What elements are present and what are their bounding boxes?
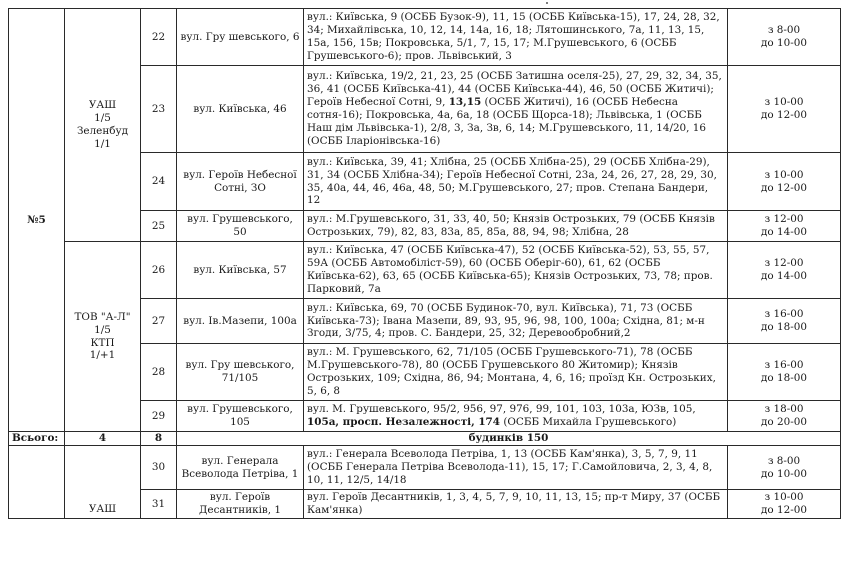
address-list: вул.: Київська, 9 (ОСББ Бузок-9), 11, 15 (ОСББ Київська-15), 17, 24, 28, 32, 34; Михайлівська, 10, 12, 14, 14а, 16, 18; Лятошинського, 7а, 11, 13, 15, 15а, 156, 15в; Покровська, 5/1, 7, 15, 17; М.Грушевського, 6 (ОСББ Грушевського-6); пров. Львівський, 3 bbox=[304, 9, 728, 66]
total-buildings: будинків 150 bbox=[177, 432, 841, 446]
time-to: до 12-00 bbox=[761, 504, 807, 516]
dso-cell bbox=[65, 446, 141, 519]
time-to: до 10-00 bbox=[761, 467, 807, 480]
time-from: з 8-00 bbox=[767, 454, 801, 467]
substation-street: вул. Грушевського, 105 bbox=[177, 401, 304, 432]
substation-street: вул. Героїв Десантників, 1 bbox=[177, 490, 304, 519]
address-bold: 105а, просп. Незалежності, 174 bbox=[307, 416, 501, 428]
time-from: з 12-00 bbox=[764, 213, 804, 226]
scan-speck bbox=[546, 2, 548, 4]
table-row bbox=[9, 9, 841, 66]
row-number: 30 bbox=[141, 446, 177, 490]
dso-line: УАШ bbox=[88, 503, 117, 516]
row-number: 23 bbox=[141, 66, 177, 153]
time-from: з 8-00 bbox=[767, 24, 801, 37]
dso-line: 1/5 bbox=[94, 112, 111, 125]
address-list bbox=[304, 401, 728, 432]
time-cell bbox=[728, 153, 841, 211]
table-row bbox=[9, 242, 841, 299]
row-number: 27 bbox=[141, 299, 177, 344]
time-cell bbox=[728, 446, 841, 490]
address-text: вул. М. Грушевського, 95/2, 956, 97, 976, 99, 101, 103, 103а, ЮЗв, 105, bbox=[307, 403, 696, 416]
dso-line: УАШ bbox=[88, 99, 117, 112]
total-row bbox=[9, 432, 841, 446]
dso-cell bbox=[65, 9, 141, 242]
row-number: 25 bbox=[141, 211, 177, 242]
time-to: до 18-00 bbox=[761, 372, 807, 384]
total-count: 8 bbox=[141, 432, 177, 446]
address-text-after: (ОСББ Михайла Грушевського) bbox=[500, 416, 677, 428]
outage-schedule-table bbox=[8, 8, 841, 519]
time-from: з 18-00 bbox=[764, 403, 804, 416]
time-from: з 16-00 bbox=[764, 359, 804, 372]
dso-line: КТП bbox=[90, 336, 115, 349]
time-to: до 14-00 bbox=[761, 270, 807, 282]
time-to: до 18-00 bbox=[761, 321, 807, 333]
substation-street: вул. Київська, 46 bbox=[177, 66, 304, 153]
time-to: до 14-00 bbox=[761, 226, 807, 238]
time-from: з 10-00 bbox=[764, 491, 804, 504]
row-number: 26 bbox=[141, 242, 177, 299]
queue-number: №5 bbox=[27, 213, 46, 226]
address-list: вул.: Київська, 69, 70 (ОСББ Будинок-70, вул. Київська), 71, 73 (ОСББ Київська-73); Івана Мазепи, 89, 93, 95, 96, 98, 100, 100а; Східна, 81; м-н Згоди, 3/75, 4; пров. С. Бандери, 25, 32; Деревообробний,2 bbox=[304, 299, 728, 344]
address-list: вул.: Київська, 47 (ОСББ Київська-47), 52 (ОСББ Київська-52), 53, 55, 57, 59А (ОСББ Автомобіліст-59), 60 (ОСББ Оберіг-60), 61, 62 (ОСББ Київська-62), 63, 65 (ОСББ Київська-65); Князів Острозьких, 73, 78; пров. Парковий, 7а bbox=[304, 242, 728, 299]
time-cell bbox=[728, 490, 841, 519]
time-cell bbox=[728, 344, 841, 401]
time-cell bbox=[728, 9, 841, 66]
time-cell bbox=[728, 299, 841, 344]
address-list bbox=[304, 66, 728, 153]
time-to: до 10-00 bbox=[761, 37, 807, 49]
row-number: 24 bbox=[141, 153, 177, 211]
total-dso: 4 bbox=[65, 432, 141, 446]
substation-street: вул. Генерала Всеволода Петріва, 1 bbox=[177, 446, 304, 490]
time-to: до 12-00 bbox=[761, 109, 807, 121]
row-number: 29 bbox=[141, 401, 177, 432]
table-row bbox=[9, 446, 841, 490]
address-text: вул.: Київська, 19/2, 21, 23, 25 (ОСББ Затишна оселя-25), 27, 29, 32, 34, 35, 36, 41 (ОСББ Київська-41), 44 (ОСББ Київська-44), 46, 50 (ОСББ Житичі); Героїв Небесної Сотні, 9, bbox=[307, 70, 722, 109]
time-cell bbox=[728, 66, 841, 153]
substation-street: вул. Гру шевського, 6 bbox=[177, 9, 304, 66]
row-number: 22 bbox=[141, 9, 177, 66]
dso-line: 1/1 bbox=[94, 137, 111, 150]
row-number: 28 bbox=[141, 344, 177, 401]
dso-line: ТОВ "А-Л" bbox=[74, 310, 131, 323]
time-from: з 10-00 bbox=[764, 96, 804, 109]
address-list: вул.: М.Грушевського, 31, 33, 40, 50; Князів Острозьких, 79 (ОСББ Князів Острозьких, 79), 82, 83, 83а, 85, 85а, 88, 94, 98; Хлібна, 28 bbox=[304, 211, 728, 242]
time-from: з 12-00 bbox=[764, 257, 804, 270]
substation-street: вул. Гру шевського, 71/105 bbox=[177, 344, 304, 401]
substation-street: вул. Ів.Мазепи, 100а bbox=[177, 299, 304, 344]
time-to: до 20-00 bbox=[761, 416, 807, 428]
dso-line: 1/+1 bbox=[89, 349, 116, 362]
address-list: вул.: Київська, 39, 41; Хлібна, 25 (ОСББ Хлібна-25), 29 (ОСББ Хлібна-29), 31, 34 (ОСББ Хлібна-34); Героїв Небесної Сотні, 23а, 24, 26, 27, 28, 29, 30, 35, 40а, 44, 46, 46а, 48, 50; М.Грушевського, 27; пров. Степана Бандери, 12 bbox=[304, 153, 728, 211]
time-from: з 16-00 bbox=[764, 308, 804, 321]
substation-street: вул. Героїв Небесної Сотні, ЗО bbox=[177, 153, 304, 211]
time-cell bbox=[728, 211, 841, 242]
total-label: Всього: bbox=[9, 432, 65, 446]
address-text-after: (ОСББ Житичі), 16 (ОСББ Небесна сотня-16); Покровська, 4а, 6а, 18 (ОСББ Щорса-18); Львівська, 1 (ОСББ Наш дім Львівська-1), 2/8, 3, За, Зв, 6, 14; М.Грушевського, 11, 14/20, 16 (ОСББ Іларіонівська-16) bbox=[307, 96, 706, 147]
time-to: до 12-00 bbox=[761, 181, 807, 194]
address-list: вул.: Генерала Всеволода Петріва, 1, 13 (ОСББ Кам'янка), 3, 5, 7, 9, 11 (ОСББ Генерала Петріва Всеволода-11), 15, 17; Г.Самойловича, 2, 3, 4, 8, 10, 11, 12/5, 14/18 bbox=[304, 446, 728, 490]
time-from: з 10-00 bbox=[764, 168, 804, 181]
time-cell bbox=[728, 401, 841, 432]
queue-number-cell bbox=[9, 446, 65, 519]
dso-line: Зеленбуд bbox=[76, 125, 129, 137]
address-list: вул.: М. Грушевського, 62, 71/105 (ОСББ Грушевського-71), 78 (ОСББ М.Грушевського-78), 80 (ОСББ Грушевського 80 Житомир); Князів Острозьких, 109; Східна, 86, 94; Монтана, 4, 6, 16; проїзд Кн. Острозьких, 5, 6, 8 bbox=[304, 344, 728, 401]
address-list: вул. Героїв Десантників, 1, 3, 4, 5, 7, 9, 10, 11, 13, 15; пр-т Миру, 37 (ОСББ Кам'янка) bbox=[304, 490, 728, 519]
dso-cell bbox=[65, 242, 141, 432]
dso-line: 1/5 bbox=[94, 323, 111, 336]
substation-street: вул. Київська, 57 bbox=[177, 242, 304, 299]
address-bold: 13,15 bbox=[448, 96, 482, 109]
substation-street: вул. Грушевського, 50 bbox=[177, 211, 304, 242]
row-number: 31 bbox=[141, 490, 177, 519]
queue-number-cell bbox=[9, 9, 65, 432]
time-cell bbox=[728, 242, 841, 299]
